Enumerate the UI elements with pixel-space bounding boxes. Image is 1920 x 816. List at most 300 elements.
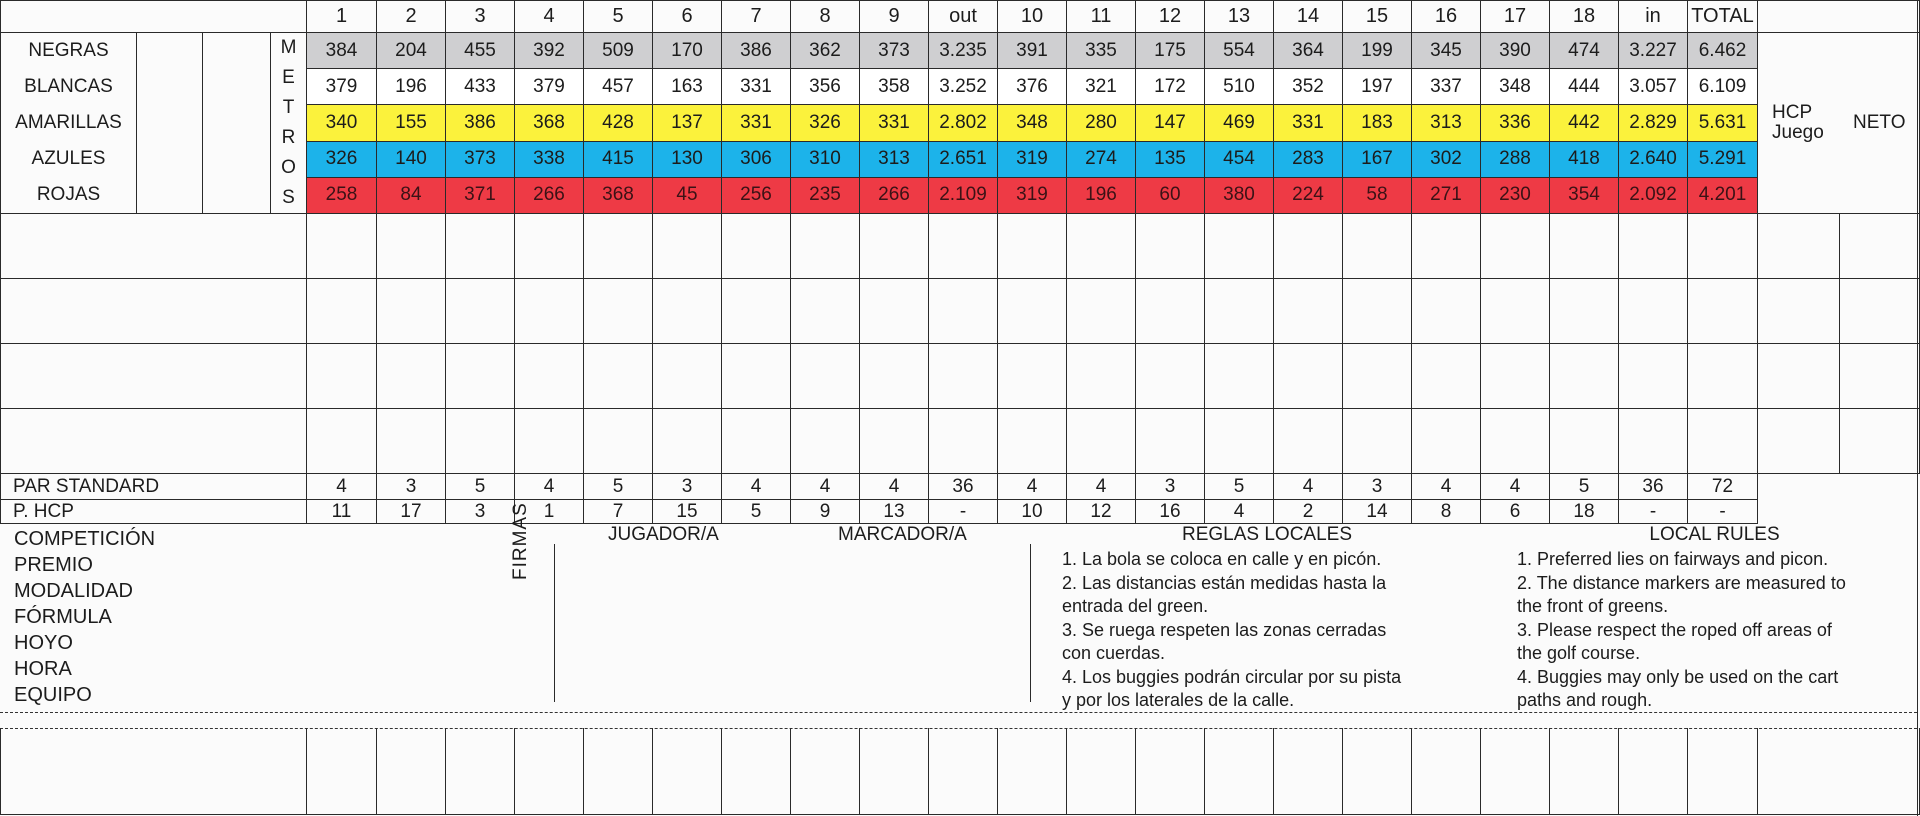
distance-cell: 340 bbox=[307, 105, 377, 141]
stub-cell[interactable] bbox=[446, 728, 515, 815]
score-cell[interactable] bbox=[1343, 409, 1412, 474]
distance-cell: 415 bbox=[584, 141, 653, 177]
field-label: MODALIDAD bbox=[14, 580, 133, 602]
neto-cell[interactable] bbox=[1840, 279, 1920, 344]
player-row bbox=[1, 214, 1920, 279]
distance-cell: 302 bbox=[1412, 141, 1481, 177]
par-cell: 5 bbox=[446, 474, 515, 500]
distance-cell: 345 bbox=[1412, 33, 1481, 69]
par-cell: 4 bbox=[307, 474, 377, 500]
score-cell[interactable] bbox=[929, 409, 998, 474]
score-cell[interactable] bbox=[1067, 344, 1136, 409]
distance-cell: 196 bbox=[377, 69, 446, 105]
local-rules bbox=[1517, 524, 1912, 713]
field-label: PREMIO bbox=[14, 554, 93, 576]
field-label: HORA bbox=[14, 658, 72, 680]
score-cell[interactable] bbox=[1412, 279, 1481, 344]
stub-cell[interactable] bbox=[722, 728, 791, 815]
stub-cell[interactable] bbox=[1274, 728, 1343, 815]
score-cell[interactable] bbox=[722, 279, 791, 344]
bottom-strip bbox=[0, 728, 1920, 815]
distance-cell: 362 bbox=[791, 33, 860, 69]
distance-cell: 331 bbox=[1274, 105, 1343, 141]
distance-cell: 256 bbox=[722, 177, 791, 213]
firmas-divider bbox=[554, 544, 555, 702]
score-cell[interactable] bbox=[1274, 279, 1343, 344]
rule-line: 1. Preferred lies on fairways and picon. bbox=[1517, 549, 1829, 569]
stub-cell[interactable] bbox=[1343, 728, 1412, 815]
grand-total: 6.462 bbox=[1688, 33, 1758, 69]
stub-cell[interactable] bbox=[377, 728, 446, 815]
distance-cell: 45 bbox=[653, 177, 722, 213]
rule-line: 2. Las distancias están medidas hasta la bbox=[1062, 572, 1387, 593]
distance-cell: 379 bbox=[307, 69, 377, 105]
score-cell[interactable] bbox=[1412, 344, 1481, 409]
out-header: out bbox=[929, 1, 998, 33]
score-cell[interactable] bbox=[791, 279, 860, 344]
rule-line: paths and rough. bbox=[1517, 690, 1653, 710]
score-cell[interactable] bbox=[1619, 409, 1688, 474]
score-cell[interactable] bbox=[860, 279, 929, 344]
hole-number: 12 bbox=[1136, 1, 1205, 33]
score-cell[interactable] bbox=[929, 214, 998, 279]
score-cell[interactable] bbox=[653, 279, 722, 344]
stub-cell[interactable] bbox=[1412, 728, 1481, 815]
distance-cell: 454 bbox=[1205, 141, 1274, 177]
distance-cell: 331 bbox=[722, 69, 791, 105]
hole-number: 6 bbox=[653, 1, 722, 33]
hcp-cell: 7 bbox=[584, 500, 653, 524]
header-blank bbox=[1, 1, 307, 33]
par-out-total: 36 bbox=[929, 474, 998, 500]
hcp-label: P. HCP bbox=[1, 500, 307, 524]
distance-cell: 376 bbox=[998, 69, 1067, 105]
par-cell: 3 bbox=[653, 474, 722, 500]
neto-cell[interactable] bbox=[1840, 344, 1920, 409]
competition-fields bbox=[14, 526, 155, 708]
score-cell[interactable] bbox=[1136, 409, 1205, 474]
distance-cell: 455 bbox=[446, 33, 515, 69]
distance-cell: 230 bbox=[1481, 177, 1550, 213]
distance-cell: 266 bbox=[860, 177, 929, 213]
blank-cell bbox=[203, 141, 271, 177]
blank-cell bbox=[203, 69, 271, 105]
score-cell[interactable] bbox=[515, 214, 584, 279]
score-cell[interactable] bbox=[584, 279, 653, 344]
hole-number: 13 bbox=[1205, 1, 1274, 33]
hcp-cell: 5 bbox=[722, 500, 791, 524]
jugador-label: JUGADOR/A bbox=[608, 524, 719, 545]
distance-cell: 235 bbox=[791, 177, 860, 213]
score-cell[interactable] bbox=[446, 279, 515, 344]
in-total: 2.640 bbox=[1619, 141, 1688, 177]
blank-cell bbox=[203, 33, 271, 69]
blank-cell bbox=[137, 69, 203, 105]
hcp-cell: 2 bbox=[1274, 500, 1343, 524]
stub-cell[interactable] bbox=[1550, 728, 1619, 815]
score-cell[interactable] bbox=[1067, 279, 1136, 344]
distance-cell: 326 bbox=[307, 141, 377, 177]
distance-cell: 384 bbox=[307, 33, 377, 69]
metros-letter: E bbox=[282, 67, 295, 88]
distance-cell: 337 bbox=[1412, 69, 1481, 105]
distance-cell: 135 bbox=[1136, 141, 1205, 177]
score-cell[interactable] bbox=[584, 409, 653, 474]
rule-line: con cuerdas. bbox=[1062, 643, 1166, 663]
neto-cell[interactable] bbox=[1840, 409, 1920, 474]
score-cell[interactable] bbox=[1274, 344, 1343, 409]
score-cell[interactable] bbox=[998, 344, 1067, 409]
score-cell[interactable] bbox=[377, 344, 446, 409]
stub-cell[interactable] bbox=[1205, 728, 1274, 815]
distance-cell: 204 bbox=[377, 33, 446, 69]
distance-cell: 224 bbox=[1274, 177, 1343, 213]
score-cell[interactable] bbox=[1412, 409, 1481, 474]
hcp-cell: 17 bbox=[377, 500, 446, 524]
tee-name: BLANCAS bbox=[1, 69, 137, 105]
local-rules-title: LOCAL RULES bbox=[1649, 524, 1780, 545]
par-cell: 3 bbox=[1136, 474, 1205, 500]
distance-cell: 321 bbox=[1067, 69, 1136, 105]
distance-cell: 338 bbox=[515, 141, 584, 177]
distance-cell: 386 bbox=[722, 33, 791, 69]
distance-cell: 331 bbox=[722, 105, 791, 141]
field-label: FÓRMULA bbox=[14, 606, 112, 628]
distance-cell: 390 bbox=[1481, 33, 1550, 69]
field-label: EQUIPO bbox=[14, 684, 92, 706]
stub-cell[interactable] bbox=[515, 728, 584, 815]
stub-cell[interactable] bbox=[307, 728, 377, 815]
distance-cell: 444 bbox=[1550, 69, 1619, 105]
score-cell[interactable] bbox=[1481, 214, 1550, 279]
score-cell[interactable] bbox=[584, 344, 653, 409]
distance-cell: 183 bbox=[1343, 105, 1412, 141]
tee-name: ROJAS bbox=[1, 177, 137, 213]
score-cell[interactable] bbox=[722, 344, 791, 409]
rule-line: y por los laterales de la calle. bbox=[1062, 690, 1295, 710]
par-cell: 4 bbox=[1274, 474, 1343, 500]
distance-cell: 331 bbox=[860, 105, 929, 141]
distance-cell: 258 bbox=[307, 177, 377, 213]
stub-cell[interactable] bbox=[584, 728, 653, 815]
score-cell[interactable] bbox=[1688, 344, 1758, 409]
neto-label: NETO bbox=[1840, 33, 1920, 214]
hole-number: 2 bbox=[377, 1, 446, 33]
score-cell[interactable] bbox=[446, 214, 515, 279]
score-cell[interactable] bbox=[307, 409, 377, 474]
header-row bbox=[1, 1, 1920, 33]
score-cell[interactable] bbox=[998, 214, 1067, 279]
hole-number: 7 bbox=[722, 1, 791, 33]
score-cell[interactable] bbox=[1067, 214, 1136, 279]
distance-cell: 379 bbox=[515, 69, 584, 105]
score-cell[interactable] bbox=[446, 344, 515, 409]
header-right-blank bbox=[1758, 1, 1920, 33]
score-cell[interactable] bbox=[1343, 279, 1412, 344]
score-cell[interactable] bbox=[1136, 214, 1205, 279]
blank-cell bbox=[137, 33, 203, 69]
distance-cell: 130 bbox=[653, 141, 722, 177]
score-cell[interactable] bbox=[1274, 409, 1343, 474]
stub-cell[interactable] bbox=[1688, 728, 1758, 815]
hole-number: 9 bbox=[860, 1, 929, 33]
distance-cell: 356 bbox=[791, 69, 860, 105]
hole-number: 3 bbox=[446, 1, 515, 33]
stub-cell[interactable] bbox=[1481, 728, 1550, 815]
score-cell[interactable] bbox=[1205, 279, 1274, 344]
score-cell[interactable] bbox=[1481, 344, 1550, 409]
distance-cell: 326 bbox=[791, 105, 860, 141]
hole-number: 8 bbox=[791, 1, 860, 33]
player-name-field[interactable] bbox=[1, 344, 307, 409]
stub-cell[interactable] bbox=[1136, 728, 1205, 815]
distance-cell: 368 bbox=[515, 105, 584, 141]
par-cell: 5 bbox=[584, 474, 653, 500]
par-row bbox=[1, 474, 1920, 500]
distance-cell: 358 bbox=[860, 69, 929, 105]
rule-line: 1. La bola se coloca en calle y en picón. bbox=[1062, 549, 1382, 569]
distance-cell: 433 bbox=[446, 69, 515, 105]
hole-number: 18 bbox=[1550, 1, 1619, 33]
stub-cell[interactable] bbox=[929, 728, 998, 815]
par-cell: 4 bbox=[515, 474, 584, 500]
score-cell[interactable] bbox=[1481, 279, 1550, 344]
score-cell[interactable] bbox=[998, 409, 1067, 474]
score-cell[interactable] bbox=[1688, 279, 1758, 344]
score-cell[interactable] bbox=[1550, 214, 1619, 279]
score-cell[interactable] bbox=[307, 344, 377, 409]
distance-cell: 348 bbox=[1481, 69, 1550, 105]
score-cell[interactable] bbox=[1550, 409, 1619, 474]
distance-cell: 306 bbox=[722, 141, 791, 177]
hcp-cell: 16 bbox=[1136, 500, 1205, 524]
score-cell[interactable] bbox=[1205, 344, 1274, 409]
distance-cell: 266 bbox=[515, 177, 584, 213]
score-cell[interactable] bbox=[653, 409, 722, 474]
score-cell[interactable] bbox=[377, 279, 446, 344]
score-cell[interactable] bbox=[860, 214, 929, 279]
rule-line: 2. The distance markers are measured to bbox=[1517, 572, 1846, 593]
par-cell: 4 bbox=[998, 474, 1067, 500]
stub-cell[interactable] bbox=[1619, 728, 1688, 815]
blank-cell bbox=[1758, 474, 1920, 500]
score-cell[interactable] bbox=[791, 214, 860, 279]
distance-cell: 442 bbox=[1550, 105, 1619, 141]
player-row bbox=[1, 344, 1920, 409]
score-cell[interactable] bbox=[1136, 344, 1205, 409]
rule-line: 3. Please respect the roped off areas of bbox=[1517, 619, 1832, 640]
distance-cell: 60 bbox=[1136, 177, 1205, 213]
score-cell[interactable] bbox=[1619, 279, 1688, 344]
score-cell[interactable] bbox=[929, 279, 998, 344]
score-cell[interactable] bbox=[1136, 279, 1205, 344]
distance-cell: 271 bbox=[1412, 177, 1481, 213]
hcp-cell: 4 bbox=[1205, 500, 1274, 524]
distance-cell: 371 bbox=[446, 177, 515, 213]
out-total: 3.235 bbox=[929, 33, 998, 69]
tee-name: NEGRAS bbox=[1, 33, 137, 69]
par-cell: 4 bbox=[860, 474, 929, 500]
hcp-cell: 10 bbox=[998, 500, 1067, 524]
field-label: HOYO bbox=[14, 632, 73, 654]
score-cell[interactable] bbox=[1343, 344, 1412, 409]
score-cell[interactable] bbox=[446, 409, 515, 474]
score-cell[interactable] bbox=[377, 214, 446, 279]
hcp-cell: 12 bbox=[1067, 500, 1136, 524]
score-cell[interactable] bbox=[860, 344, 929, 409]
distance-cell: 319 bbox=[998, 177, 1067, 213]
par-cell: 3 bbox=[377, 474, 446, 500]
distance-cell: 280 bbox=[1067, 105, 1136, 141]
distance-cell: 469 bbox=[1205, 105, 1274, 141]
score-cell[interactable] bbox=[1343, 214, 1412, 279]
stub-cell[interactable] bbox=[860, 728, 929, 815]
distance-cell: 170 bbox=[653, 33, 722, 69]
hcp-cell: 6 bbox=[1481, 500, 1550, 524]
metros-letter: T bbox=[282, 97, 295, 118]
stub-cell[interactable] bbox=[1, 728, 307, 815]
par-cell: 5 bbox=[1550, 474, 1619, 500]
grand-total: 6.109 bbox=[1688, 69, 1758, 105]
score-cell[interactable] bbox=[1688, 409, 1758, 474]
score-cell[interactable] bbox=[791, 344, 860, 409]
score-cell[interactable] bbox=[377, 409, 446, 474]
blank-cell bbox=[137, 177, 203, 213]
metros-label bbox=[271, 33, 307, 214]
score-cell[interactable] bbox=[1205, 409, 1274, 474]
score-cell[interactable] bbox=[1274, 214, 1343, 279]
distance-cell: 319 bbox=[998, 141, 1067, 177]
hcp-cell: 15 bbox=[653, 500, 722, 524]
distance-cell: 510 bbox=[1205, 69, 1274, 105]
par-label: PAR STANDARD bbox=[1, 474, 307, 500]
score-cell[interactable] bbox=[998, 279, 1067, 344]
par-cell: 4 bbox=[722, 474, 791, 500]
out-total: 3.252 bbox=[929, 69, 998, 105]
stub-cell[interactable] bbox=[791, 728, 860, 815]
score-cell[interactable] bbox=[1067, 409, 1136, 474]
score-cell[interactable] bbox=[1205, 214, 1274, 279]
hcp-total: - bbox=[1688, 500, 1758, 524]
rule-line: entrada del green. bbox=[1062, 596, 1209, 616]
distance-cell: 288 bbox=[1481, 141, 1550, 177]
distance-cell: 175 bbox=[1136, 33, 1205, 69]
distance-cell: 274 bbox=[1067, 141, 1136, 177]
distance-cell: 283 bbox=[1274, 141, 1343, 177]
rules-divider bbox=[1030, 544, 1031, 702]
distance-cell: 373 bbox=[860, 33, 929, 69]
rule-line: 3. Se ruega respeten las zonas cerradas bbox=[1062, 619, 1387, 640]
player-row bbox=[1, 279, 1920, 344]
stub-cell[interactable] bbox=[653, 728, 722, 815]
score-cell[interactable] bbox=[653, 214, 722, 279]
player-name-field[interactable] bbox=[1, 214, 307, 279]
in-total: 2.829 bbox=[1619, 105, 1688, 141]
distance-cell: 380 bbox=[1205, 177, 1274, 213]
score-cell[interactable] bbox=[307, 279, 377, 344]
hcp-juego-cell[interactable] bbox=[1758, 344, 1840, 409]
score-cell[interactable] bbox=[515, 344, 584, 409]
stub-cell[interactable] bbox=[1758, 728, 1920, 815]
par-cell: 4 bbox=[791, 474, 860, 500]
score-cell[interactable] bbox=[653, 344, 722, 409]
distance-cell: 199 bbox=[1343, 33, 1412, 69]
score-cell[interactable] bbox=[307, 214, 377, 279]
stub-cell[interactable] bbox=[998, 728, 1067, 815]
hcp-juego-cell[interactable] bbox=[1758, 409, 1840, 474]
metros-letter: S bbox=[282, 187, 295, 208]
distance-cell: 140 bbox=[377, 141, 446, 177]
score-cell[interactable] bbox=[1481, 409, 1550, 474]
hole-number: 11 bbox=[1067, 1, 1136, 33]
hcp-cell: 8 bbox=[1412, 500, 1481, 524]
distance-cell: 509 bbox=[584, 33, 653, 69]
distance-cell: 364 bbox=[1274, 33, 1343, 69]
out-total: 2.802 bbox=[929, 105, 998, 141]
score-cell[interactable] bbox=[722, 214, 791, 279]
stub-cell[interactable] bbox=[1067, 728, 1136, 815]
score-cell[interactable] bbox=[722, 409, 791, 474]
par-cell: 4 bbox=[1412, 474, 1481, 500]
score-cell[interactable] bbox=[1550, 344, 1619, 409]
score-cell[interactable] bbox=[1688, 214, 1758, 279]
total-header: TOTAL bbox=[1688, 1, 1758, 33]
hcp-juego-label: HCP Juego bbox=[1758, 33, 1840, 214]
distance-cell: 373 bbox=[446, 141, 515, 177]
distance-cell: 196 bbox=[1067, 177, 1136, 213]
out-total: 2.109 bbox=[929, 177, 998, 213]
par-total: 72 bbox=[1688, 474, 1758, 500]
distance-cell: 335 bbox=[1067, 33, 1136, 69]
player-name-field[interactable] bbox=[1, 279, 307, 344]
player-row bbox=[1, 409, 1920, 474]
score-cell[interactable] bbox=[1619, 344, 1688, 409]
distance-cell: 84 bbox=[377, 177, 446, 213]
distance-cell: 313 bbox=[1412, 105, 1481, 141]
par-cell: 3 bbox=[1343, 474, 1412, 500]
score-cell[interactable] bbox=[929, 344, 998, 409]
hole-number: 17 bbox=[1481, 1, 1550, 33]
hcp-juego-cell[interactable] bbox=[1758, 214, 1840, 279]
score-cell[interactable] bbox=[515, 409, 584, 474]
hcp-cell: 13 bbox=[860, 500, 929, 524]
reglas-locales bbox=[1062, 524, 1472, 713]
score-cell[interactable] bbox=[1412, 214, 1481, 279]
score-cell[interactable] bbox=[584, 214, 653, 279]
score-cell[interactable] bbox=[1550, 279, 1619, 344]
player-name-field[interactable] bbox=[1, 409, 307, 474]
hcp-cell: 14 bbox=[1343, 500, 1412, 524]
tee-name: AMARILLAS bbox=[1, 105, 137, 141]
hcp-cell: 3 bbox=[446, 500, 515, 524]
distance-cell: 313 bbox=[860, 141, 929, 177]
score-cell[interactable] bbox=[791, 409, 860, 474]
firmas-label: FIRMAS bbox=[510, 502, 531, 580]
hcp-cell: 11 bbox=[307, 500, 377, 524]
score-cell[interactable] bbox=[860, 409, 929, 474]
neto-cell[interactable] bbox=[1840, 214, 1920, 279]
card-edge bbox=[1917, 0, 1918, 816]
hole-number: 4 bbox=[515, 1, 584, 33]
hcp-juego-cell[interactable] bbox=[1758, 279, 1840, 344]
rule-line: the golf course. bbox=[1517, 643, 1641, 663]
score-cell[interactable] bbox=[515, 279, 584, 344]
distance-cell: 418 bbox=[1550, 141, 1619, 177]
score-cell[interactable] bbox=[1619, 214, 1688, 279]
distance-cell: 137 bbox=[653, 105, 722, 141]
hcp-cell: 9 bbox=[791, 500, 860, 524]
distance-cell: 163 bbox=[653, 69, 722, 105]
